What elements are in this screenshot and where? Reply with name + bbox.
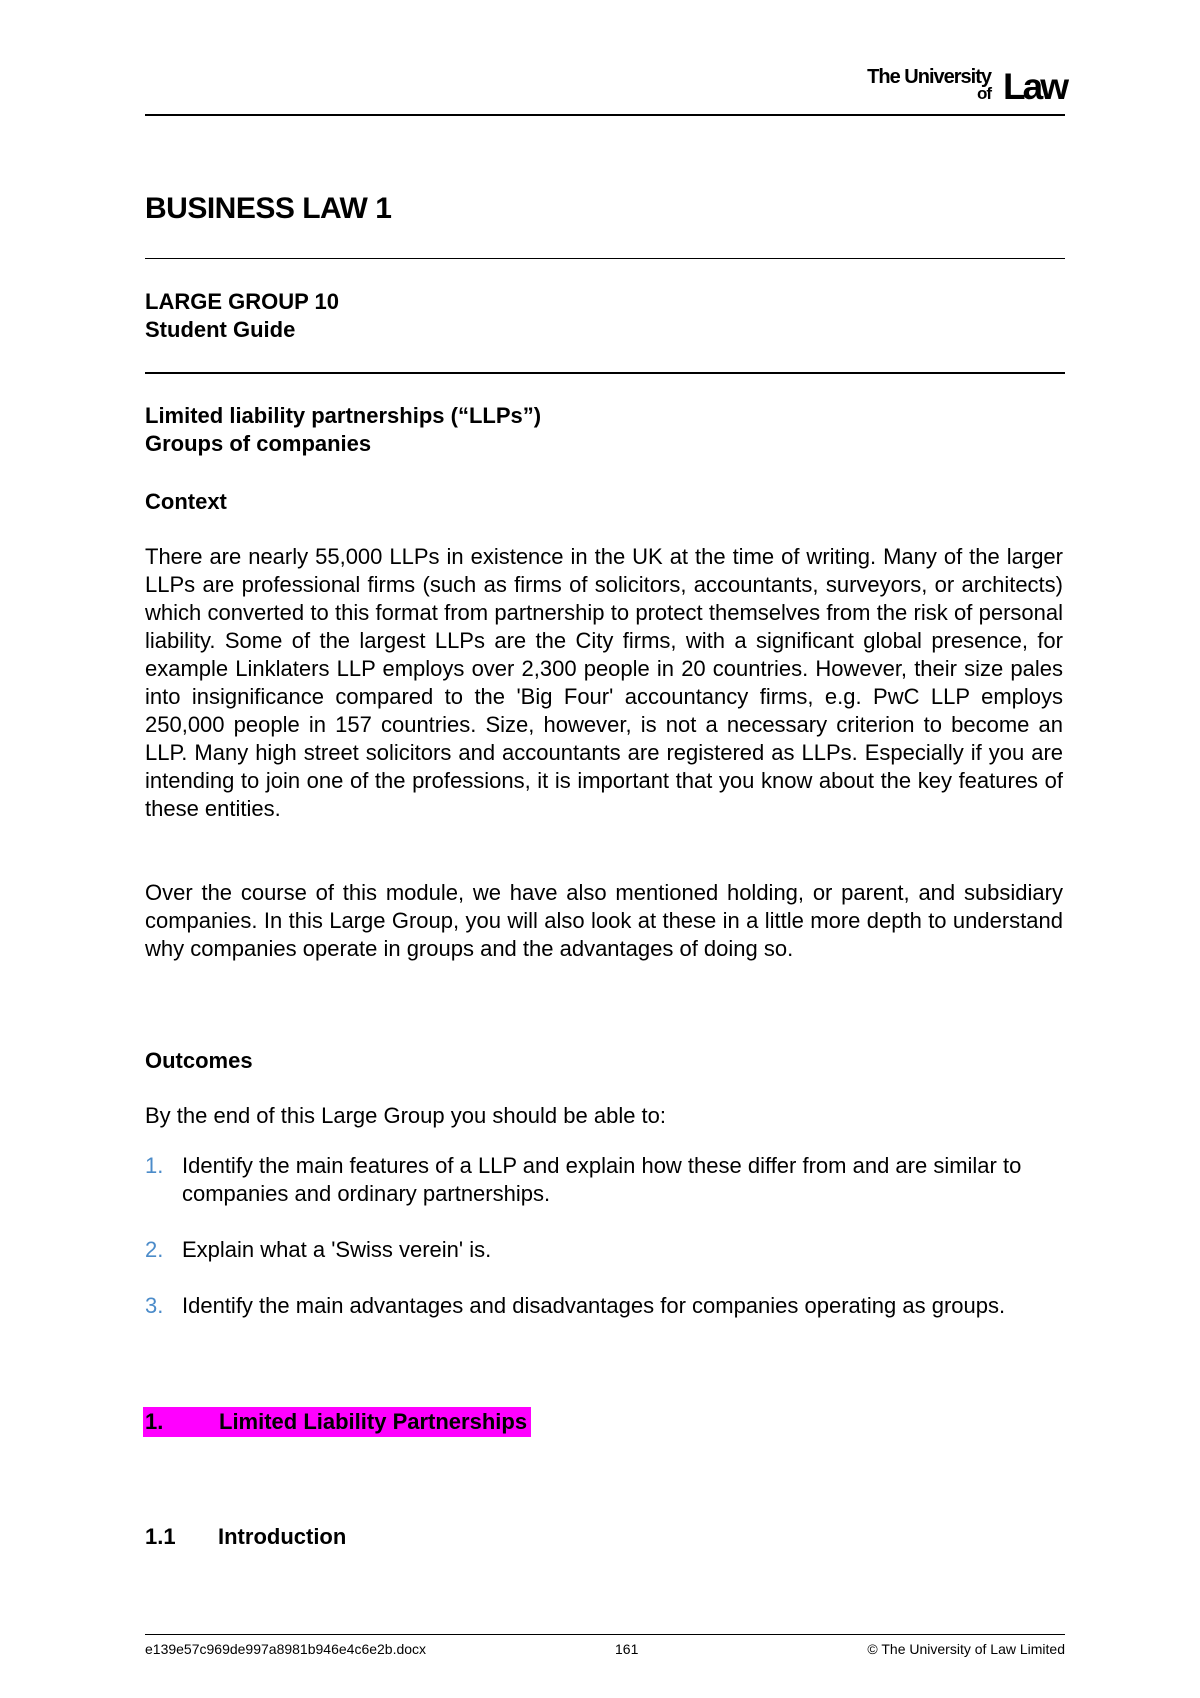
subsection-heading-introduction: [145, 1523, 346, 1551]
list-item: [145, 1292, 1063, 1320]
footer-filename: e139e57c969de997a8981b946e4c6e2b.docx: [145, 1641, 427, 1657]
list-item-text: Explain what a 'Swiss verein' is.: [182, 1237, 492, 1262]
logo-line1: The University: [867, 66, 991, 88]
footer-rule: [145, 1634, 1065, 1635]
footer-copyright: © The University of Law Limited: [867, 1641, 1065, 1657]
subsection-title: Introduction: [218, 1524, 347, 1549]
list-item: [145, 1152, 1063, 1208]
document-title: BUSINESS LAW 1: [145, 192, 392, 225]
outcomes-heading: Outcomes: [145, 1048, 253, 1073]
subsection-number: 1.1: [145, 1524, 176, 1549]
logo-line2: of: [976, 84, 991, 103]
list-item: [145, 1236, 1063, 1264]
context-heading: Context: [145, 489, 227, 514]
outcomes-list: [145, 1152, 1063, 1348]
session-label: LARGE GROUP 10: [145, 289, 339, 314]
topic-llps: Limited liability partnerships (“LLPs”): [145, 403, 542, 428]
context-paragraph-2: Over the course of this module, we have also mentioned holding, or parent, and subsidiary companies. In this Large Group, you will also look at these in a little more depth to understand why companies operate in groups and the advantages of doing so.: [145, 880, 1063, 961]
section-number: 1.: [145, 1409, 164, 1434]
section-title: Limited Liability Partnerships: [219, 1409, 528, 1434]
guide-label: Student Guide: [145, 317, 296, 342]
list-item-number: 3.: [145, 1293, 164, 1318]
list-item-number: 2.: [145, 1237, 164, 1262]
footer-page-number: 161: [615, 1641, 639, 1657]
title-rule: [145, 258, 1065, 259]
subtitle-rule: [145, 372, 1065, 374]
list-item-number: 1.: [145, 1153, 164, 1178]
topic-groups: Groups of companies: [145, 431, 372, 456]
university-logo: [866, 62, 1066, 107]
section-heading-llp: [143, 1407, 531, 1437]
header-rule: [145, 114, 1065, 116]
list-item-text: Identify the main features of a LLP and explain how these differ from and are similar to companies and ordinary partnerships.: [182, 1153, 1022, 1206]
logo-line3: Law: [1003, 66, 1066, 107]
list-item-text: Identify the main advantages and disadvantages for companies operating as groups.: [182, 1293, 1006, 1318]
outcomes-intro: By the end of this Large Group you should be able to:: [145, 1103, 667, 1128]
context-paragraph-1: There are nearly 55,000 LLPs in existence in the UK at the time of writing. Many of the larger LLPs are professional firms (such as firms of solicitors, accountants, surveyors, or architects) which converted to this format from partnership to protect themselves from the risk of personal liability. Some of the largest LLPs are the City firms, with a significant global presence, for example Linklaters LLP employs over 2,300 people in 20 countries. However, their size pales into insignificance compared to the 'Big Four' accountancy firms, e.g. PwC LLP employs 250,000 people in 157 countries. Size, however, is not a necessary criterion to become an LLP. Many high street solicitors and accountants are registered as LLPs. Especially if you are intending to join one of the professions, it is important that you know about the key features of these entities.: [145, 544, 1063, 821]
